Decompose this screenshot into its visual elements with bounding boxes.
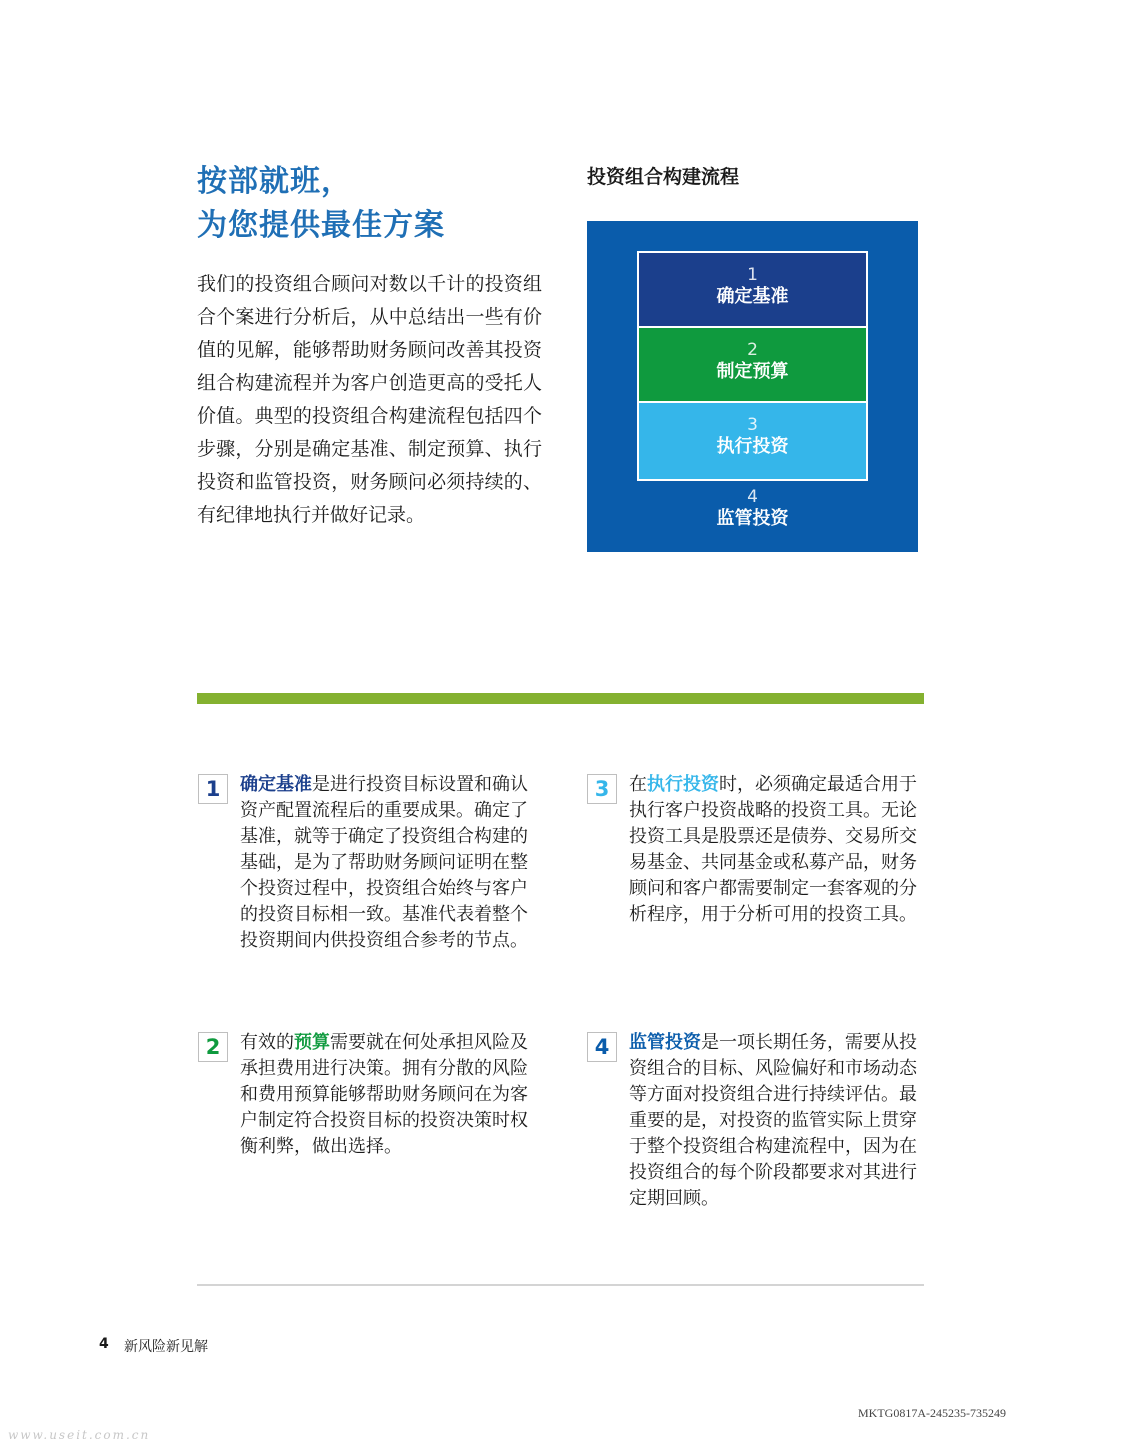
step-text-prefix: 有效的: [240, 1032, 294, 1053]
flow-step-number: 4: [747, 487, 758, 507]
step-number-badge: 3: [587, 774, 617, 804]
step-description-2: [198, 1030, 528, 1160]
flow-title: 投资组合构建流程: [587, 166, 740, 188]
page-heading: [197, 160, 445, 248]
step-text-prefix: 在: [629, 774, 647, 795]
step-number-badge: 4: [587, 1032, 617, 1062]
flow-diagram: [587, 221, 918, 552]
step-text-body: 时，必须确定最适合用于执行客户投资战略的投资工具。无论投资工具是股票还是债券、交易所交易基金、共同基金或私募产品，财务顾问和客户都需要制定一套客观的分析程序，用于分析可用的投资工具。: [629, 774, 917, 925]
site-watermark: www.useit.com.cn: [8, 1428, 151, 1442]
step-keyword: 预算: [294, 1032, 330, 1053]
step-description-3: [587, 772, 917, 928]
step-text-body: 是一项长期任务，需要从投资组合的目标、风险偏好和市场动态等方面对投资组合进行持续评估。最重要的是，对投资的监管实际上贯穿于整个投资组合构建流程中，因为在投资组合的每个阶段都要求对其进行定期回顾。: [629, 1032, 917, 1209]
step-keyword: 执行投资: [647, 774, 719, 795]
flow-step-label: 执行投资: [716, 436, 789, 457]
step-number-badge: 1: [198, 774, 228, 804]
heading-line-2: 为您提供最佳方案: [197, 208, 445, 243]
flow-step-2: [639, 328, 866, 403]
step-text-body: 是进行投资目标设置和确认资产配置流程后的重要成果。确定了基准，就等于确定了投资组合构建的基础，是为了帮助财务顾问证明在整个投资过程中，投资组合始终与客户的投资目标相一致。基准代表着整个投资期间内供投资组合参考的节点。: [240, 774, 528, 951]
flow-step-3: [639, 403, 866, 479]
step-text: [629, 772, 917, 928]
flow-step-number: 1: [747, 265, 758, 285]
step-text: [240, 1030, 528, 1160]
step-number-badge: 2: [198, 1032, 228, 1062]
publication-title: 新风险新见解: [124, 1339, 208, 1355]
step-keyword: 确定基准: [240, 774, 312, 795]
intro-paragraph: 我们的投资组合顾问对数以千计的投资组合个案进行分析后，从中总结出一些有价值的见解，能够帮助财务顾问改善其投资组合构建流程并为客户创造更高的受托人价值。典型的投资组合构建流程包括四个步骤，分别是确定基准、制定预算、执行投资和监管投资，财务顾问必须持续的、有纪律地执行并做好记录。: [197, 273, 542, 526]
step-keyword: 监管投资: [629, 1032, 701, 1053]
step-text: [240, 772, 528, 954]
flow-step-label: 制定预算: [716, 361, 789, 382]
step-text-body: 需要就在何处承担风险及承担费用进行决策。拥有分散的风险和费用预算能够帮助财务顾问在为客户制定符合投资目标的投资决策时权衡利弊，做出选择。: [240, 1032, 528, 1157]
flow-step-number: 2: [747, 340, 758, 360]
flow-step-4: [637, 487, 868, 531]
flow-step-1: [639, 253, 866, 328]
page-number: 4: [99, 1336, 109, 1352]
flow-step-label: 监管投资: [716, 508, 789, 529]
flow-frame: [637, 251, 868, 481]
document-code: MKTG0817A-245235-735249: [858, 1406, 1006, 1420]
section-divider: [197, 693, 924, 704]
flow-step-number: 3: [747, 415, 758, 435]
footer-divider: [197, 1284, 924, 1286]
flow-step-label: 确定基准: [716, 286, 789, 307]
heading-line-1: 按部就班，: [197, 164, 352, 199]
step-text: [629, 1030, 917, 1212]
step-description-1: [198, 772, 528, 954]
step-description-4: [587, 1030, 917, 1212]
